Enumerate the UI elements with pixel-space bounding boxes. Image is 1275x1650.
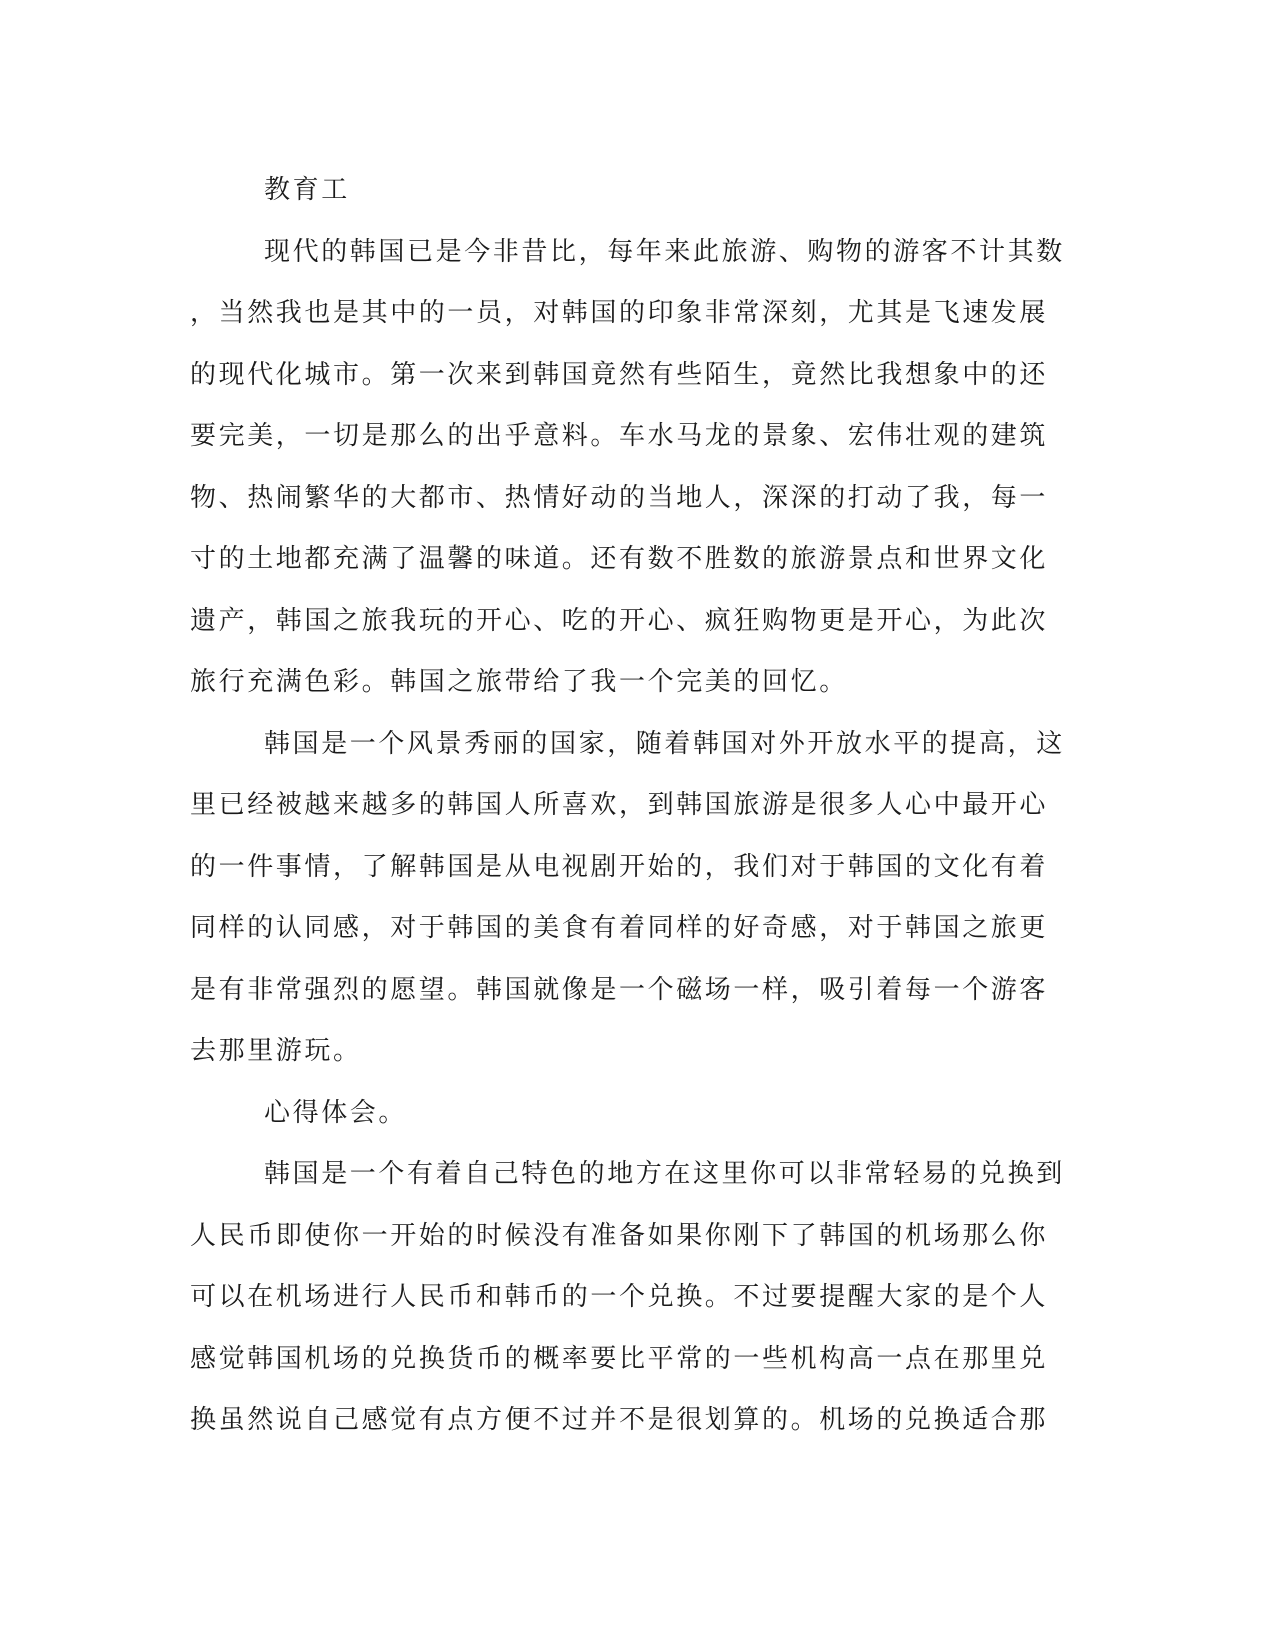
text-line: 换虽然说自己感觉有点方便不过并不是很划算的。机场的兑换适合那 <box>190 1405 1049 1435</box>
text-line: 同样的认同感，对于韩国的美食有着同样的好奇感，对于韩国之旅更 <box>190 913 1049 943</box>
text-line: 寸的土地都充满了温馨的味道。还有数不胜数的旅游景点和世界文化 <box>190 544 1049 574</box>
text-line: 遗产，韩国之旅我玩的开心、吃的开心、疯狂购物更是开心，为此次 <box>190 605 1049 636</box>
text-line: 韩国是一个有着自己特色的地方在这里你可以非常轻易的兑换到 <box>264 1159 1065 1189</box>
text-line: 心得体会。 <box>264 1097 408 1128</box>
text-line: ，当然我也是其中的一员，对韩国的印象非常深刻，尤其是飞速发展 <box>190 298 1049 328</box>
text-line: 旅行充满色彩。韩国之旅带给了我一个完美的回忆。 <box>190 667 848 697</box>
text-line: 的现代化城市。第一次来到韩国竟然有些陌生，竟然比我想象中的还 <box>190 359 1049 390</box>
text-line: 是有非常强烈的愿望。韩国就像是一个磁场一样，吸引着每一个游客 <box>190 974 1049 1005</box>
text-line: 感觉韩国机场的兑换货币的概率要比平常的一些机构高一点在那里兑 <box>190 1343 1049 1374</box>
text-line: 现代的韩国已是今非昔比，每年来此旅游、购物的游客不计其数 <box>264 236 1065 267</box>
text-line: 韩国是一个风景秀丽的国家，随着韩国对外开放水平的提高，这 <box>264 728 1065 759</box>
text-line: 可以在机场进行人民币和韩币的一个兑换。不过要提醒大家的是个人 <box>190 1282 1049 1312</box>
text-line: 要完美，一切是那么的出乎意料。车水马龙的景象、宏伟壮观的建筑 <box>190 421 1049 451</box>
body-text <box>190 160 1080 1452</box>
text-line: 物、热闹繁华的大都市、热情好动的当地人，深深的打动了我，每一 <box>190 482 1049 513</box>
text-line: 里已经被越来越多的韩国人所喜欢，到韩国旅游是很多人心中最开心 <box>190 790 1049 820</box>
text-line: 教育工 <box>264 175 350 205</box>
text-line: 去那里游玩。 <box>190 1036 362 1066</box>
text-line: 的一件事情，了解韩国是从电视剧开始的，我们对于韩国的文化有着 <box>190 851 1049 882</box>
text-line: 人民币即使你一开始的时候没有准备如果你刚下了韩国的机场那么你 <box>190 1220 1049 1251</box>
